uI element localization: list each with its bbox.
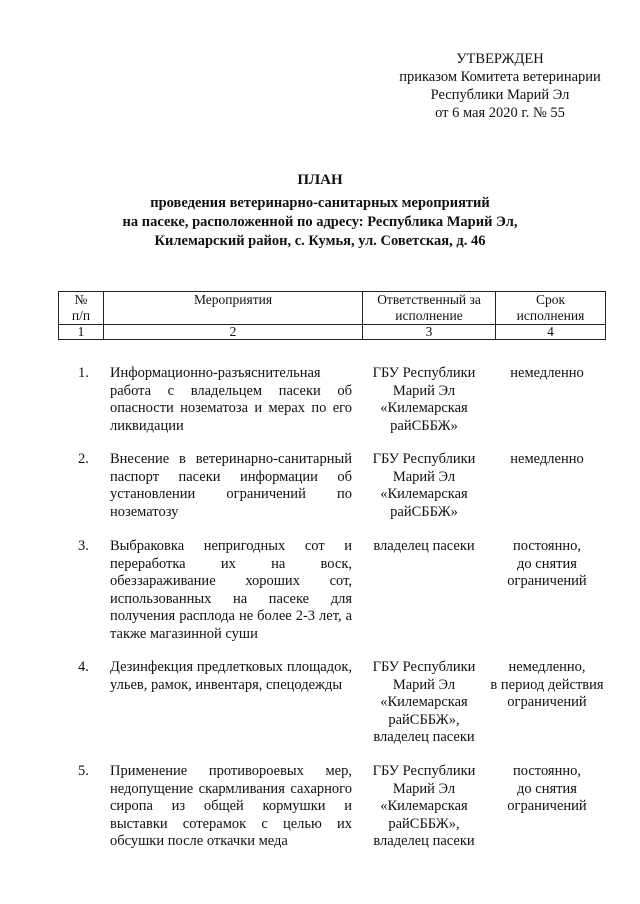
column-number-4: 4 [496, 325, 606, 340]
row-activity: Выбраковка непригодных сот и переработка их на воск, обеззараживание хороших сот, использованных на пасеке для получения расплода не более 2-3 лет, а также магазинной суши [110, 538, 352, 642]
row-term: немедленно [510, 451, 584, 467]
column-number-3: 3 [363, 325, 496, 340]
row-activity: Дезинфекция предлетковых площадок, ульев, рамок, инвентаря, спецодежды [110, 659, 352, 693]
row-term: немедленно, в период действия ограничений [490, 659, 604, 710]
header-activity: Мероприятия [104, 292, 363, 325]
row-activity: Применение противороевых мер, недопущение скармливания сахарного сиропа из общей кормушки и выставки сотерамок с целью их обсушки после откачки меда [110, 763, 352, 849]
row-term: постоянно, до снятия ограничений [507, 538, 587, 589]
subtitle-line-1: проведения ветеринарно-санитарных мероприятий [150, 195, 490, 211]
row-responsible: ГБУ Республики Марий Эл «Килемарская райСББЖ» [372, 365, 476, 434]
row-activity: Информационно-разъяснительная работа с владельцем пасеки об опасности нозематоза и мерах по его ликвидации [110, 365, 352, 434]
row-responsible: владелец пасеки [373, 538, 475, 554]
row-responsible: ГБУ Республики Марий Эл «Килемарская райСББЖ» [372, 451, 476, 520]
document-title: ПЛАН [297, 172, 343, 188]
header-responsible: Ответственный за исполнение [363, 292, 496, 325]
subtitle-line-2: на пасеке, расположенной по адресу: Республика Марий Эл, [122, 214, 518, 230]
row-number: 3. [78, 538, 89, 554]
approval-authority: Республики Марий Эл [430, 87, 570, 103]
approval-date: от 6 мая 2020 г. № 55 [435, 105, 565, 121]
approval-stamp [380, 50, 620, 122]
row-term: немедленно [510, 365, 584, 381]
row-number: 2. [78, 451, 89, 467]
header-number: № п/п [59, 292, 104, 325]
column-number-2: 2 [104, 325, 363, 340]
approval-order: приказом Комитета ветеринарии [399, 69, 601, 85]
subtitle-line-3: Килемарский район, с. Кумья, ул. Советская, д. 46 [154, 233, 486, 249]
document-subtitle [60, 194, 580, 251]
row-term: постоянно, до снятия ограничений [507, 763, 587, 814]
plan-table-header [58, 291, 606, 340]
row-responsible: ГБУ Республики Марий Эл «Килемарская райСББЖ», владелец пасеки [372, 763, 476, 849]
approval-title: УТВЕРЖДЕН [456, 51, 544, 67]
row-number: 5. [78, 763, 89, 779]
row-number: 1. [78, 365, 89, 381]
row-number: 4. [78, 659, 89, 675]
row-responsible: ГБУ Республики Марий Эл «Килемарская райСББЖ», владелец пасеки [372, 659, 476, 745]
header-term: Срок исполнения [496, 292, 606, 325]
column-number-1: 1 [59, 325, 104, 340]
row-activity: Внесение в ветеринарно-санитарный паспорт пасеки информации об установлении ограничений по нозематозу [110, 451, 352, 520]
